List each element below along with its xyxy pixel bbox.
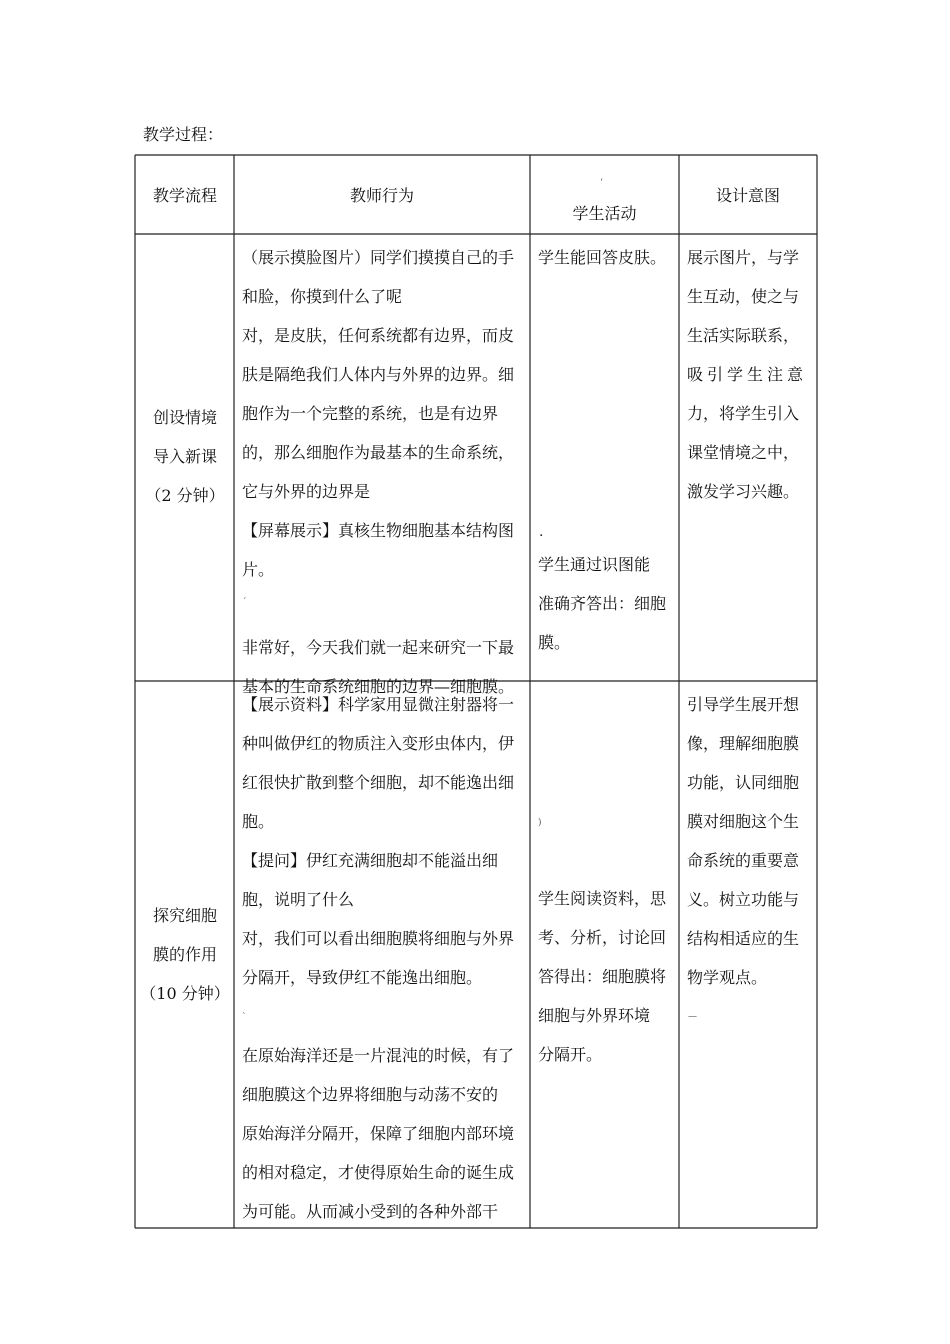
row2-teacher-line: 【提问】伊红充满细胞却不能溢出细: [242, 851, 499, 870]
row1-design-line: 展示图片，与学: [687, 248, 800, 267]
row1-teacher-line: 基本的生命系统细胞的边界—细胞膜。: [242, 677, 515, 696]
row1-teacher-line: [242, 589, 532, 628]
row1-student-line: 学生通过识图能: [538, 555, 651, 574]
row1-flow-line: 创设情境: [152, 408, 217, 427]
row2-teacher-line: 对，我们可以看出细胞膜将细胞与外界: [242, 929, 515, 948]
row1-student-top: [532, 238, 683, 277]
row2-teacher-line: 分隔开，导致伊红不能逸出细胞。: [242, 968, 483, 987]
row2-design-line: 结构相适应的生: [687, 929, 800, 948]
row1-flow: [137, 398, 233, 515]
row2-teacher-mark: ˋ: [242, 1013, 247, 1023]
row1-teacher-mark: ˊ: [242, 598, 247, 608]
row2-design-line: 像，理解细胞膜: [687, 734, 800, 753]
row1-teacher-line: 对，是皮肤，任何系统都有边界，而皮: [242, 326, 515, 345]
row1-student-line: 准确齐答出：细胞: [538, 594, 667, 613]
row2-teacher-line: 细胞膜这个边界将细胞与动荡不安的: [242, 1085, 499, 1104]
header-teacher: 教师行为: [349, 186, 414, 205]
row2-design-line: 物学观点。: [687, 968, 768, 987]
row2-student-line: 答得出：细胞膜将: [538, 967, 667, 986]
row2-flow: [137, 896, 233, 1013]
row1-design-line: 激发学习兴趣。: [687, 482, 800, 501]
row1-student-line: 膜。: [538, 633, 571, 652]
row1-design-line: 吸引学生注意: [687, 365, 808, 384]
row1-teacher-line: 【屏幕展示】真核生物细胞基本结构图: [242, 521, 515, 540]
row1-teacher: [236, 238, 532, 706]
row1-student-bottom: [532, 545, 683, 662]
row1-design: [681, 238, 820, 511]
row2-teacher-line: 种叫做伊红的物质注入变形虫体内，伊: [242, 734, 515, 753]
row1-flow-line: （2 分钟）: [145, 486, 225, 505]
section-title: 教学过程：: [143, 125, 224, 144]
row1-student-line: 学生能回答皮肤。: [538, 248, 667, 267]
row1-teacher-line: （展示摸脸图片）同学们摸摸自己的手: [242, 248, 515, 267]
row1-teacher-line: 和脸，你摸到什么了呢: [242, 287, 403, 306]
row1-teacher-line: 片。: [242, 560, 275, 579]
row1-design-line: 生活实际联系，: [687, 326, 800, 345]
row1-teacher-line: 肤是隔绝我们人体内与外界的边界。细: [242, 365, 515, 384]
row2-flow-line: 膜的作用: [152, 945, 217, 964]
row1-teacher-line: 非常好，今天我们就一起来研究一下最: [242, 638, 515, 657]
header-flow: 教学流程: [152, 186, 217, 205]
row1-design-line: 力，将学生引入: [687, 404, 800, 423]
row2-teacher-line: 为可能。从而减小受到的各种外部干: [242, 1202, 499, 1221]
row2-design-line: 命系统的重要意: [687, 851, 800, 870]
row2-design-line: 膜对细胞这个生: [687, 812, 800, 831]
row2-student-mark: ): [538, 818, 542, 828]
row2-student-line: 考、分析，讨论回: [538, 928, 667, 947]
row2-student: [532, 879, 683, 1074]
row1-teacher-line: 的，那么细胞作为最基本的生命系统，: [242, 443, 515, 462]
row1-teacher-line: 它与外界的边界是: [242, 482, 371, 501]
row1-flow-line: 导入新课: [152, 447, 217, 466]
row2-teacher-line: 原始海洋分隔开，保障了细胞内部环境: [242, 1124, 515, 1143]
row2-teacher-line: 红很快扩散到整个细胞，却不能逸出细: [242, 773, 515, 792]
row2-flow-line: （10 分钟）: [140, 984, 230, 1003]
row2-teacher-line: 【展示资料】科学家用显微注射器将一: [242, 695, 515, 714]
row2-student-line: 分隔开。: [538, 1045, 603, 1064]
row2-design-mark: —: [688, 1012, 697, 1022]
row2-design: [681, 685, 820, 997]
row1-design-line: 生互动，使之与: [687, 287, 800, 306]
row2-teacher-line: 在原始海洋还是一片混沌的时候，有了: [242, 1046, 515, 1065]
row2-design-line: 义。树立功能与: [687, 890, 800, 909]
row2-teacher-line: [242, 997, 532, 1036]
row2-teacher-line: 的相对稳定，才使得原始生命的诞生成: [242, 1163, 515, 1182]
header-student-mark: ‘: [600, 178, 603, 188]
row2-design-line: 引导学生展开想: [687, 695, 800, 714]
header-design: 设计意图: [715, 186, 780, 205]
row2-flow-line: 探究细胞: [152, 906, 217, 925]
row2-teacher-line: 胞，说明了什么: [242, 890, 355, 909]
row1-teacher-line: 胞作为一个完整的系统，也是有边界: [242, 404, 499, 423]
row2-student-line: 细胞与外界环境: [538, 1006, 651, 1025]
row2-teacher-line: 胞。: [242, 812, 275, 831]
row2-teacher: [236, 685, 532, 1231]
row1-design-line: 课堂情境之中，: [687, 443, 800, 462]
row1-student-mark: .: [539, 524, 544, 540]
header-student: 学生活动: [572, 204, 637, 223]
row2-design-line: 功能，认同细胞: [687, 773, 800, 792]
row2-student-line: 学生阅读资料，思: [538, 889, 667, 908]
